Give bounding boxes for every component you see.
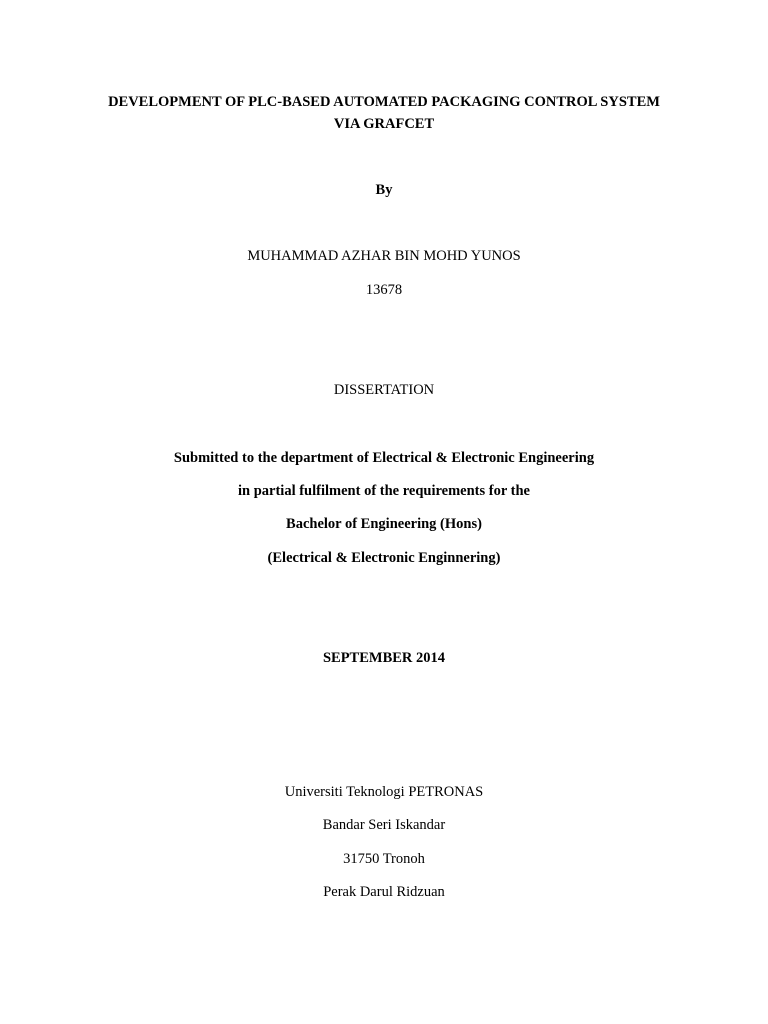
submission-line-2: in partial fulfilment of the requirements for the [238,483,530,499]
submission-line-3: Bachelor of Engineering (Hons) [286,516,482,532]
document-type: DISSERTATION [333,382,435,398]
submission-line-4: (Electrical & Electronic Enginnering) [267,550,501,566]
address-line-2: Bandar Seri Iskandar [322,817,446,833]
submission-line-1: Submitted to the department of Electrical & Electronic Engineering [173,450,595,466]
author-name: MUHAMMAD AZHAR BIN MOHD YUNOS [247,248,521,264]
address-line-1: Universiti Teknologi PETRONAS [284,784,484,800]
title-line-2: VIA GRAFCET [333,116,435,132]
title-line-1: DEVELOPMENT OF PLC-BASED AUTOMATED PACKAGING CONTROL SYSTEM [108,94,660,110]
address-line-4: Perak Darul Ridzuan [323,884,445,900]
address-line-3: 31750 Tronoh [343,851,425,867]
student-id: 13678 [365,282,403,298]
submission-date: SEPTEMBER 2014 [322,650,446,666]
by-label: By [375,182,393,198]
